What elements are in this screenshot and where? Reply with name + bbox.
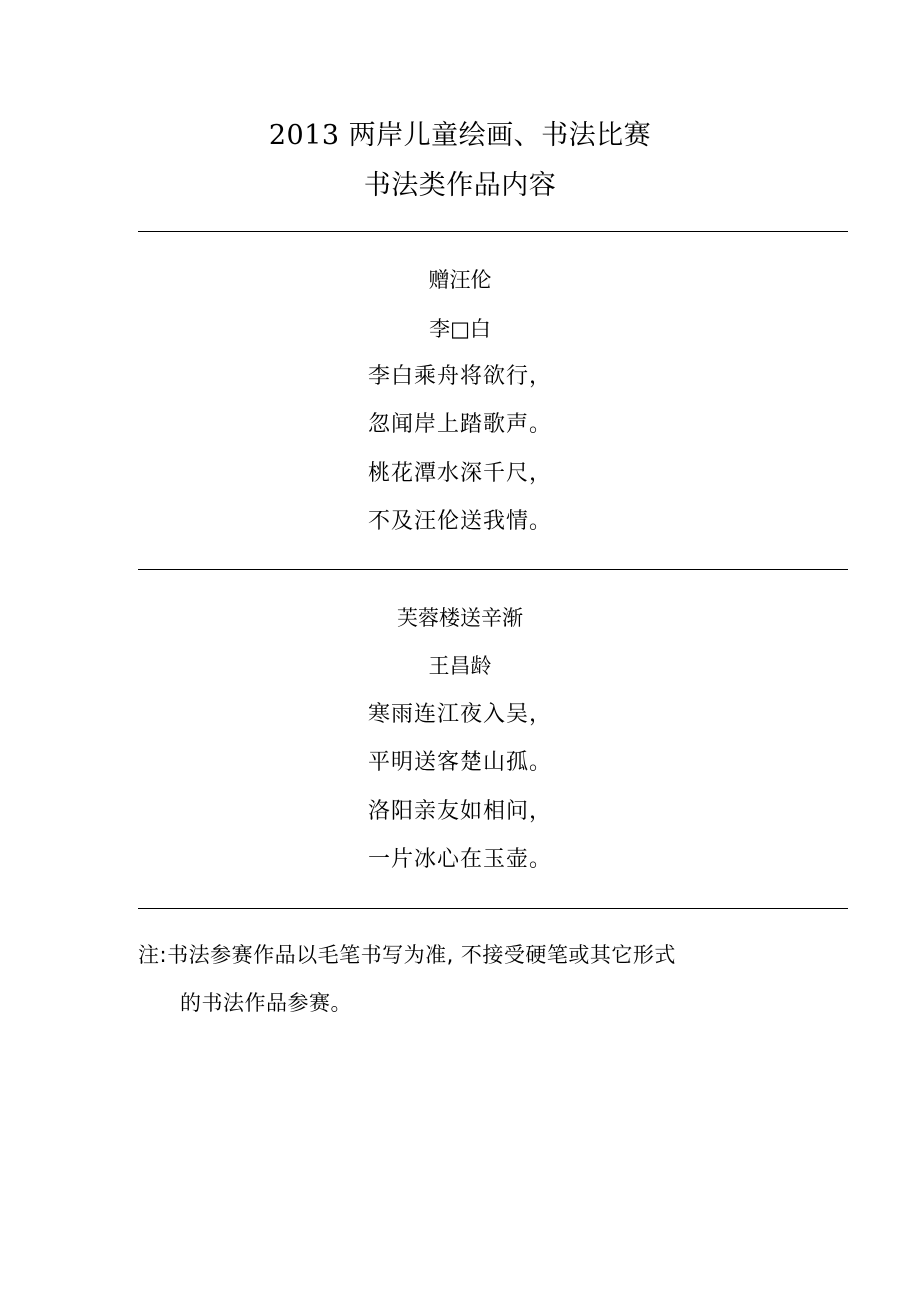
document-subtitle: 书法类作品内容 — [363, 170, 557, 201]
poem-line: 李白乘舟将欲行， — [367, 364, 552, 389]
poem-line: 忽闻岸上踏歌声。 — [367, 412, 552, 437]
poem-line: 桃花潭水深千尺， — [367, 461, 552, 486]
poem-line: 洛阳亲友如相问， — [367, 799, 552, 824]
poem-title: 芙蓉楼送辛渐 — [397, 606, 523, 630]
poem-line: 平明送客楚山孤。 — [367, 750, 552, 775]
document-title: 2013 两岸儿童绘画、书法比赛 — [268, 120, 652, 151]
poem-line: 寒雨连江夜入吴， — [367, 702, 552, 727]
note-line-2: 的书法作品参赛。 — [180, 991, 352, 1015]
poem-title: 赠汪伦 — [428, 268, 492, 292]
poem-line: 不及汪伦送我情。 — [367, 509, 552, 534]
poem-line: 一片冰心在玉壶。 — [367, 847, 552, 872]
poem-author: 王昌龄 — [428, 654, 492, 678]
note-line-1: 注:书法参赛作品以毛笔书写为准, 不接受硬笔或其它形式 — [138, 943, 676, 967]
poem-author: 李□白 — [429, 317, 491, 341]
divider-middle — [138, 569, 848, 570]
divider-top — [138, 231, 848, 232]
divider-bottom — [138, 908, 848, 909]
